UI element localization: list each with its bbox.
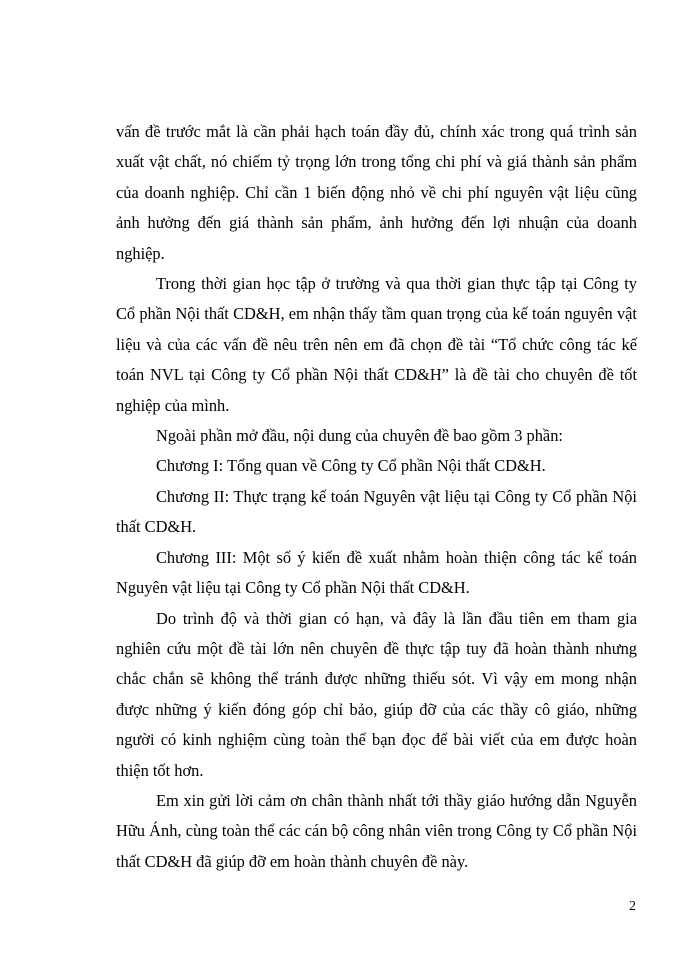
document-body (116, 117, 637, 877)
paragraph-chapter-3: Chương III: Một số ý kiến đề xuất nhằm hoàn thiện công tác kế toán Nguyên vật liệu tại Công ty Cổ phần Nội thất CD&H. (116, 547, 637, 598)
paragraph-chapter-1: Chương I: Tổng quan về Công ty Cổ phần Nội thất CD&H. (156, 456, 546, 476)
page-number: 2 (629, 899, 636, 914)
paragraph-8: Em xin gửi lời cảm ơn chân thành nhất tới thầy giáo hướng dẫn Nguyễn Hữu Ánh, cùng toàn thể các cán bộ công nhân viên trong Công ty Cổ phần Nội thất CD&H đã giúp đỡ em hoàn thành chuyên đề này. (116, 790, 637, 871)
paragraph-chapter-2: Chương II: Thực trạng kế toán Nguyên vật liệu tại Công ty Cổ phần Nội thất CD&H. (116, 486, 637, 537)
paragraph-7: Do trình độ và thời gian có hạn, và đây là lần đầu tiên em tham gia nghiên cứu một đề tài lớn nên chuyên đề thực tập tuy đã hoàn thành nhưng chắc chắn sẽ không thể tránh được những thiếu sót. Vì vậy em mong nhận được những ý kiến đóng góp chỉ bảo, giúp đỡ của các thầy cô giáo, những người có kinh nghiệm cùng toàn thể bạn đọc để bài viết của em được hoàn thiện tốt hơn. (116, 608, 637, 780)
paragraph-1: vấn đề trước mắt là cần phải hạch toán đầy đủ, chính xác trong quá trình sản xuất vật chất, nó chiếm tỷ trọng lớn trong tổng chi phí và giá thành sản phẩm của doanh nghiệp. Chỉ cần 1 biến động nhỏ về chi phí nguyên vật liệu cũng ảnh hưởng đến giá thành sản phẩm, ảnh hưởng đến lợi nhuận của doanh nghiệp. (116, 122, 637, 263)
paragraph-3: Ngoài phần mở đầu, nội dung của chuyên đề bao gồm 3 phần: (156, 426, 563, 446)
paragraph-2: Trong thời gian học tập ở trường và qua thời gian thực tập tại Công ty Cổ phần Nội thất CD&H, em nhận thấy tầm quan trọng của kế toán nguyên vật liệu và của các vấn đề nêu trên nên em đã chọn đề tài “Tổ chức công tác kế toán NVL tại Công ty Cổ phần Nội thất CD&H” là đề tài cho chuyên đề tốt nghiệp của mình. (116, 274, 637, 415)
